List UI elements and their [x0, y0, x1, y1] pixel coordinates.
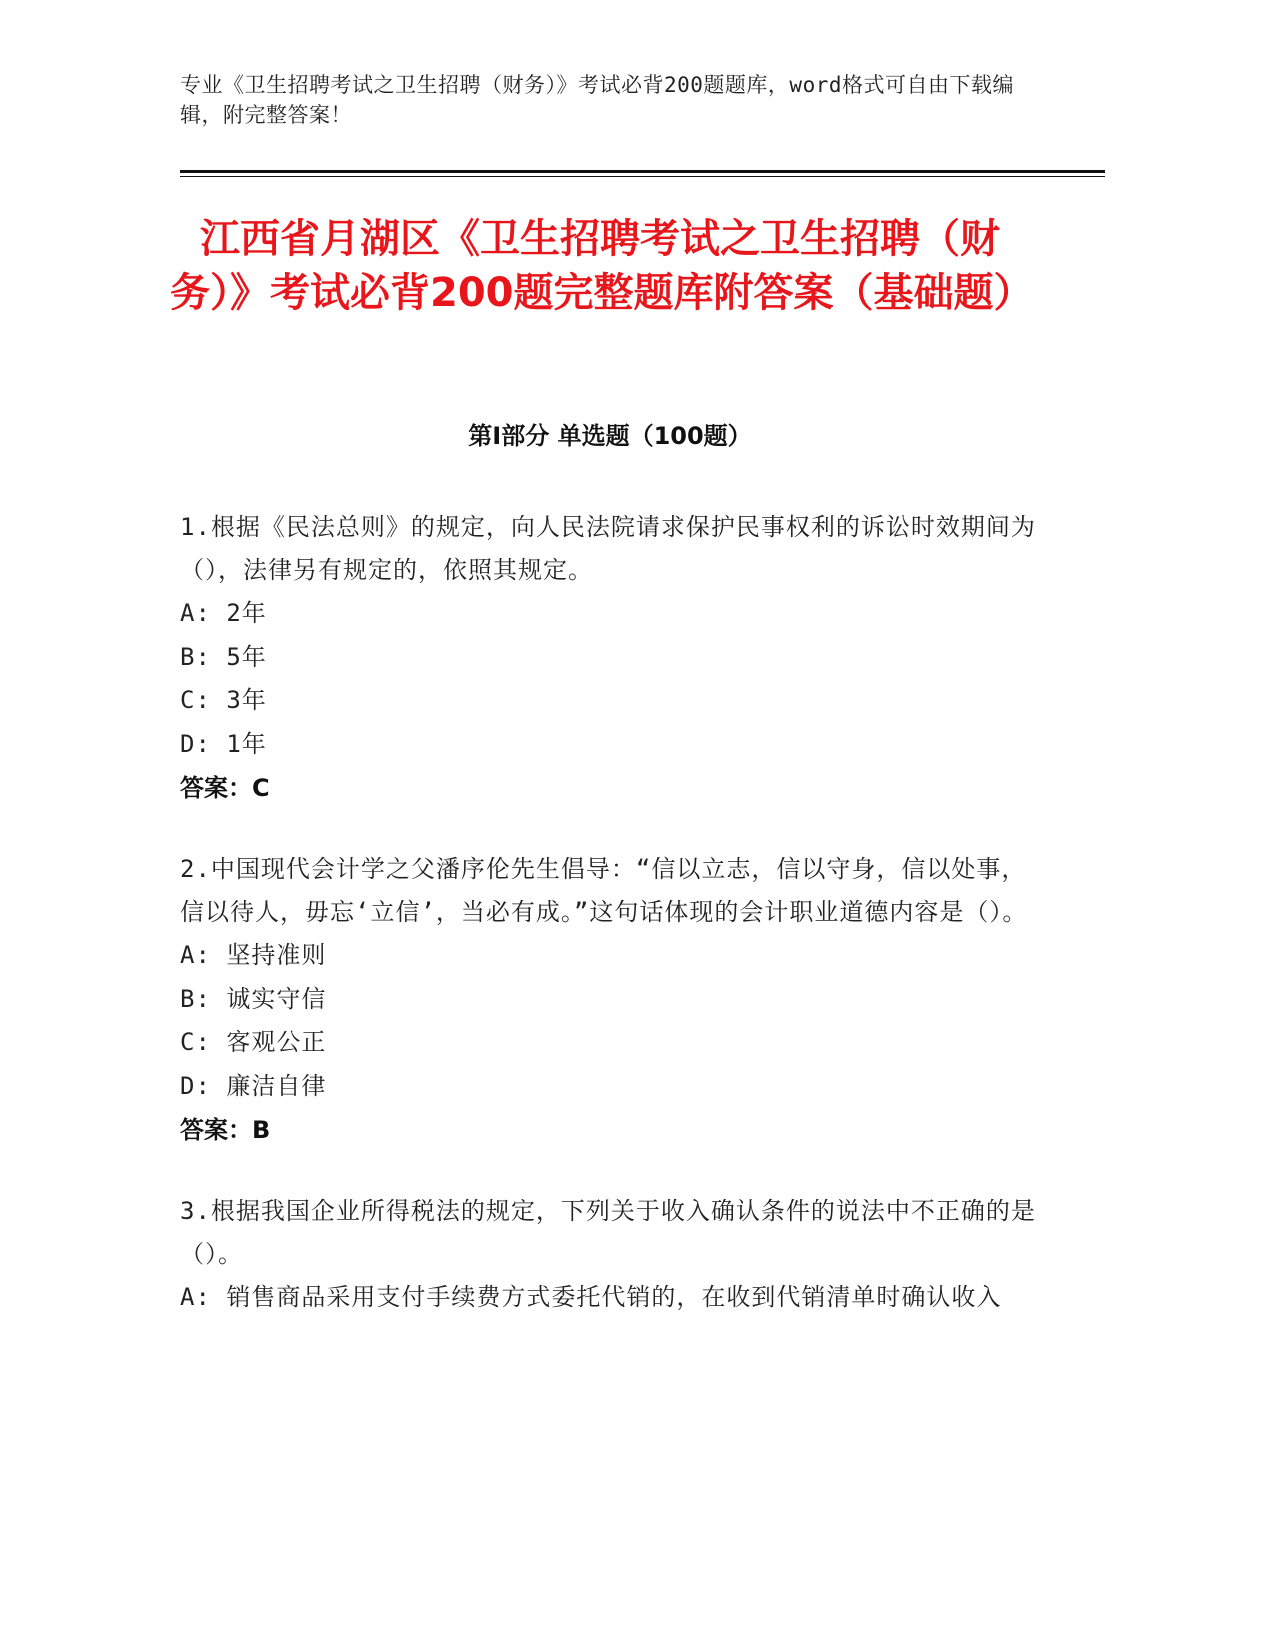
question-answer: 答案：B	[180, 1116, 271, 1144]
question-3	[180, 1190, 1040, 1320]
document-title: 江西省月湖区《卫生招聘考试之卫生招聘（财务）》考试必背200题完整题库附答案（基础题）	[170, 216, 1034, 316]
header-rule-thick	[180, 170, 1105, 173]
question-1	[180, 506, 1040, 810]
section-title: 第I部分 单选题（100题）	[468, 422, 752, 450]
question-list	[180, 506, 1040, 1358]
header-rule-thin	[180, 176, 1105, 177]
question-answer: 答案：C	[180, 774, 270, 802]
question-option-b: B: 诚实守信	[180, 984, 327, 1013]
question-option-d: D: 廉洁自律	[180, 1071, 327, 1100]
question-option-a: A: 坚持准则	[180, 941, 327, 969]
header-note: 专业《卫生招聘考试之卫生招聘（财务）》考试必背200题题库，word格式可自由下载编辑，附完整答案！	[180, 73, 1014, 127]
question-option-b: B: 5年	[180, 642, 267, 671]
question-text: 2.中国现代会计学之父潘序伦先生倡导：“信以立志，信以守身，信以处事，信以待人，毋忘‘立信’，当必有成。”这句话体现的会计职业道德内容是（）。	[180, 855, 1028, 926]
question-option-d: D: 1年	[180, 729, 267, 758]
question-option-c: C: 3年	[180, 686, 267, 714]
question-2	[180, 848, 1040, 1152]
question-text: 3.根据我国企业所得税法的规定，下列关于收入确认条件的说法中不正确的是（）。	[180, 1197, 1036, 1268]
question-text: 1.根据《民法总则》的规定，向人民法院请求保护民事权利的诉讼时效期间为（），法律另有规定的，依照其规定。	[180, 513, 1036, 584]
question-option-a: A: 销售商品采用支付手续费方式委托代销的，在收到代销清单时确认收入	[180, 1283, 1002, 1311]
question-option-c: C: 客观公正	[180, 1028, 327, 1056]
question-option-a: A: 2年	[180, 599, 267, 627]
